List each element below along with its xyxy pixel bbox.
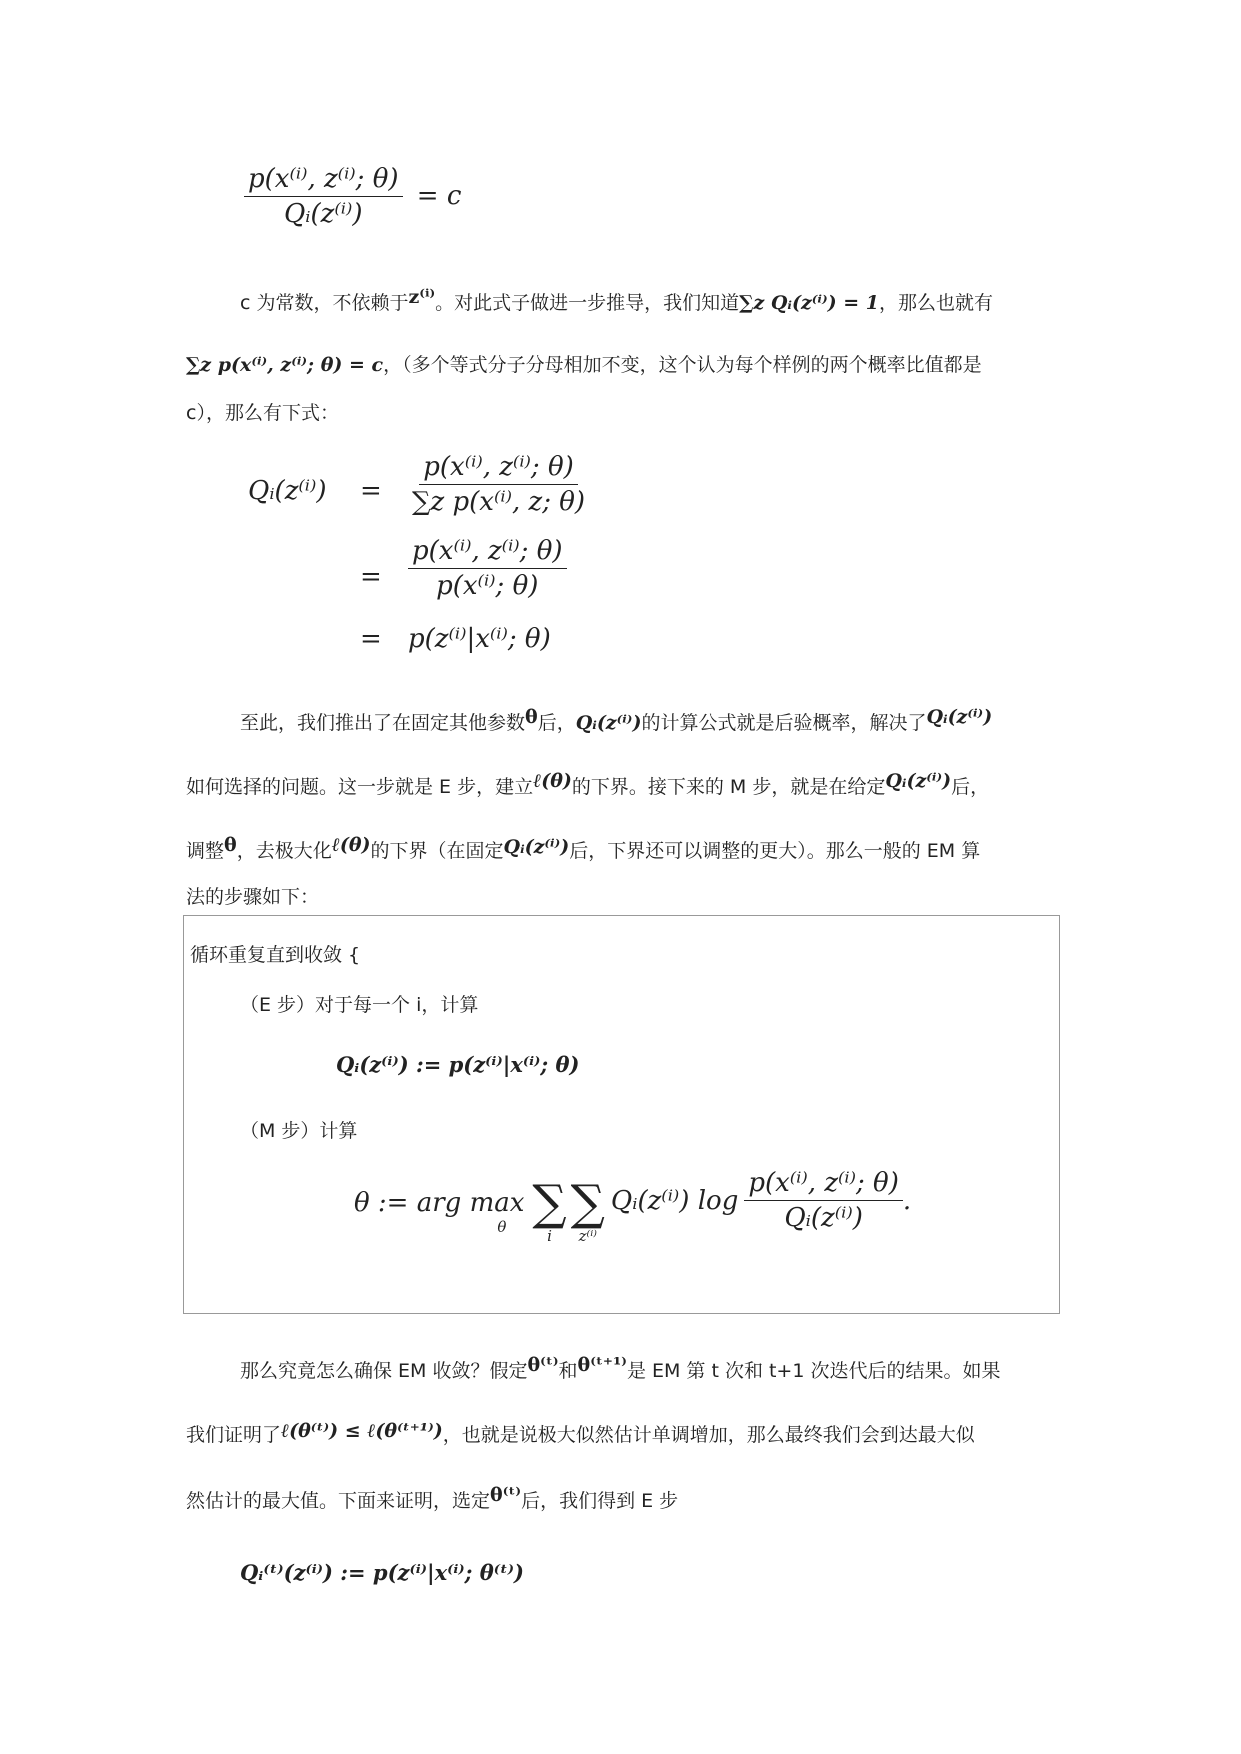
text: ，（多个等式分子分母相加不变，这个认为每个样例的两个概率比值都是 [383, 354, 982, 376]
text: 的下界（在固定 [370, 840, 504, 862]
inline-math: z⁽ⁱ⁾ [408, 286, 436, 308]
paragraph-1-line-2 [186, 350, 982, 377]
sum-subscript: z⁽ⁱ⁾ [578, 1226, 597, 1245]
text: 和 [558, 1360, 578, 1382]
fraction [408, 452, 589, 517]
sigma-icon: ∑ [570, 1174, 605, 1231]
sum-subscript: i [547, 1226, 552, 1245]
denominator: p(x⁽ⁱ⁾; θ) [436, 571, 539, 601]
paragraph-3-line-3 [186, 1486, 678, 1513]
numerator: p(x⁽ⁱ⁾, z⁽ⁱ⁾; θ) [744, 1168, 903, 1201]
equation-ratio-constant [244, 164, 461, 229]
text: 后，我们得到 E 步 [521, 1490, 679, 1512]
text: 后，下界还可以调整的更大）。那么一般的 EM 算 [569, 840, 981, 862]
equals-sign: = [360, 624, 382, 654]
lhs: Qᵢ(z⁽ⁱ⁾) [248, 476, 327, 506]
m-step-label: （M 步）计算 [240, 1120, 358, 1142]
inline-math: ℓ(θ⁽ᵗ⁾) ≤ ℓ(θ⁽ᵗ⁺¹⁾) [281, 1420, 443, 1442]
m-step-middle: Qᵢ(z⁽ⁱ⁾) log [610, 1185, 739, 1216]
row-2 [408, 536, 567, 601]
text: c 为常数，不依赖于 [240, 292, 409, 314]
equation-posterior-derivation [248, 452, 648, 662]
e-step-equation-t: Qᵢ⁽ᵗ⁾(z⁽ⁱ⁾) := p(z⁽ⁱ⁾|x⁽ⁱ⁾; θ⁽ᵗ⁾) [240, 1560, 524, 1585]
inline-math: Qᵢ(z⁽ⁱ⁾) [926, 706, 993, 728]
text: 我们证明了 [186, 1424, 282, 1446]
inline-math: θ⁽ᵗ⁾ [527, 1354, 559, 1376]
text: 。对此式子做进一步推导，我们知道 [435, 292, 740, 314]
inline-math: ∑z Qᵢ(z⁽ⁱ⁾) = 1 [739, 292, 879, 314]
sigma-icon: ∑ [532, 1174, 567, 1231]
e-step-label: （E 步）对于每一个 i，计算 [240, 994, 479, 1016]
text: ，也就是说极大似然估计单调增加，那么最终我们会到达最大似 [442, 1424, 975, 1446]
equals-sign: = [360, 562, 382, 592]
equation-rhs: = c [416, 180, 462, 211]
text: 调整 [186, 840, 225, 862]
paragraph-1-line-1 [240, 288, 993, 315]
argmax-text: θ := arg max [354, 1187, 525, 1218]
row-1 [408, 452, 589, 517]
loop-header: 循环重复直到收敛 { [190, 944, 361, 966]
fraction [744, 1168, 903, 1233]
e-step-equation: Qᵢ(z⁽ⁱ⁾) := p(z⁽ⁱ⁾|x⁽ⁱ⁾; θ) [336, 1052, 580, 1077]
inline-math: θ [224, 834, 237, 856]
text: ，那么也就有 [878, 292, 993, 314]
argmax-subscript: θ [497, 1217, 507, 1236]
m-step-equation [354, 1168, 911, 1255]
inline-math: ℓ(θ) [533, 770, 572, 792]
text: 是 EM 第 t 次和 t+1 次迭代后的结果。如果 [626, 1360, 1001, 1382]
denominator: ∑z p(x⁽ⁱ⁾, z; θ) [412, 487, 586, 517]
text: 后， [537, 712, 576, 734]
paragraph-3-line-1 [240, 1356, 1000, 1383]
fraction [244, 164, 403, 229]
sum-i [532, 1174, 567, 1245]
inline-math: θ⁽ᵗ⁾ [490, 1484, 522, 1506]
text: c），那么有下式： [186, 402, 339, 424]
text: 法的步骤如下： [186, 886, 320, 908]
numerator: p(x⁽ⁱ⁾, z⁽ⁱ⁾; θ) [408, 536, 567, 569]
denominator: Qᵢ(z⁽ⁱ⁾) [283, 199, 363, 229]
inline-math: Qᵢ(z⁽ⁱ⁾) [503, 836, 570, 858]
inline-math: Qᵢ(z⁽ⁱ⁾) [885, 770, 952, 792]
text: 后， [951, 776, 990, 798]
paragraph-2-line-4 [186, 882, 319, 909]
text: 的计算公式就是后验概率，解决了 [641, 712, 927, 734]
text: 如何选择的问题。这一步就是 E 步，建立 [186, 776, 534, 798]
text: 然估计的最大值。下面来证明，选定 [186, 1490, 491, 1512]
fraction [408, 536, 567, 601]
paragraph-2-line-2 [186, 772, 989, 799]
inline-math: ℓ(θ) [331, 834, 371, 856]
equals-sign: = [360, 476, 382, 506]
text: 至此，我们推出了在固定其他参数 [240, 712, 526, 734]
numerator: p(x⁽ⁱ⁾, z⁽ⁱ⁾; θ) [419, 452, 578, 485]
numerator: p(x⁽ⁱ⁾, z⁽ⁱ⁾; θ) [244, 164, 403, 197]
em-algorithm-box [183, 915, 1060, 1314]
inline-math: ∑z p(x⁽ⁱ⁾, z⁽ⁱ⁾; θ) = c [186, 354, 384, 376]
inline-math: Qᵢ(z⁽ⁱ⁾) [575, 712, 642, 734]
row-3: p(z⁽ⁱ⁾|x⁽ⁱ⁾; θ) [408, 624, 551, 654]
paragraph-2-line-1 [240, 708, 992, 735]
text: 的下界。接下来的 M 步，就是在给定 [571, 776, 886, 798]
paragraph-1-line-3 [186, 398, 339, 425]
text: ，去极大化 [236, 840, 332, 862]
text: 那么究竟怎么确保 EM 收敛？假定 [240, 1360, 528, 1382]
inline-math: θ [525, 706, 538, 728]
paragraph-2-line-3 [186, 836, 980, 863]
paragraph-3-line-2 [186, 1420, 975, 1447]
sum-z [570, 1174, 605, 1245]
period: . [902, 1185, 912, 1216]
inline-math: θ⁽ᵗ⁺¹⁾ [577, 1354, 627, 1376]
argmax [354, 1188, 524, 1236]
denominator: Qᵢ(z⁽ⁱ⁾) [784, 1203, 863, 1233]
